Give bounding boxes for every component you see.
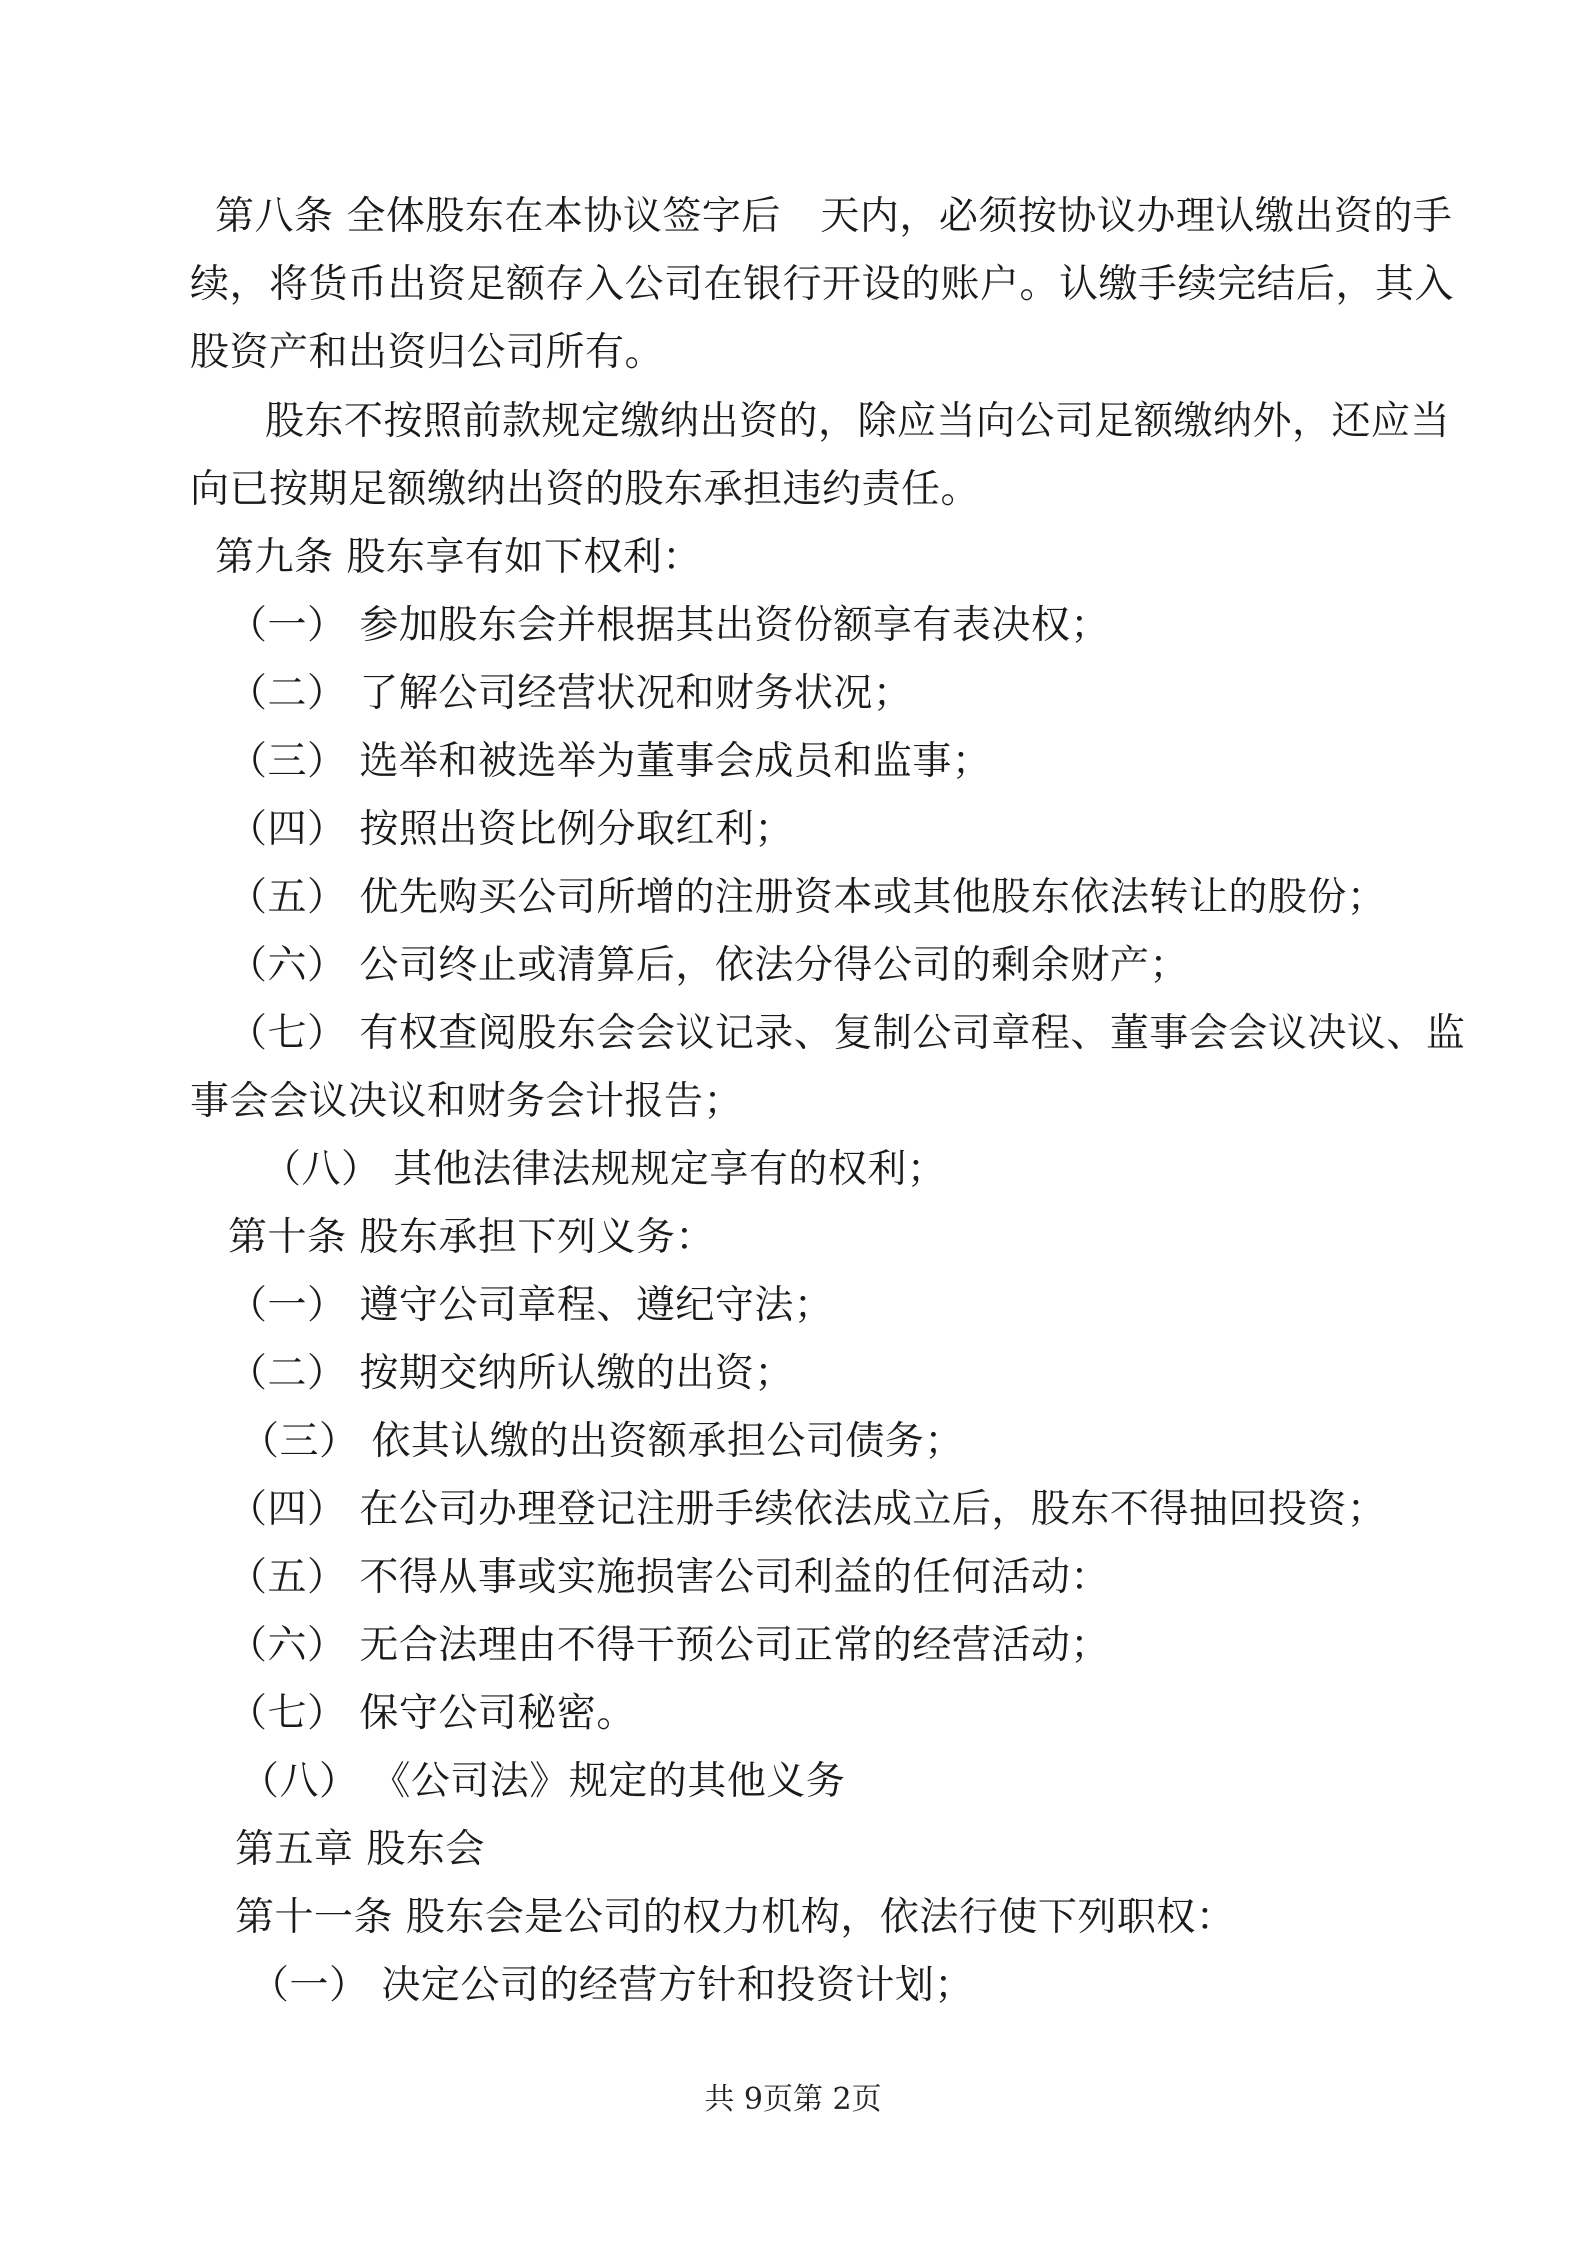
article-9-item-2: （二） 了解公司经营状况和财务状况； (228, 671, 913, 716)
article-8-line-1: 第八条 全体股东在本协议签字后 天内，必须按协议办理认缴出资的手 (215, 194, 1453, 239)
chapter-5-heading: 第五章 股东会 (235, 1827, 485, 1872)
article-9-heading: 第九条 股东享有如下权利： (215, 535, 702, 580)
article-10-item-3: （三） 依其认缴的出资额承担公司债务； (240, 1419, 964, 1464)
article-9-item-5: （五） 优先购买公司所增的注册资本或其他股东依法转让的股份； (228, 875, 1387, 920)
page-footer: 共 9页第 2页 (704, 2082, 882, 2117)
article-10-item-7: （七） 保守公司秘密。 (228, 1691, 636, 1736)
article-8-para-2-line-2: 向已按期足额缴纳出资的股东承担违约责任。 (190, 467, 981, 512)
article-9-item-8: （八） 其他法律法规规定享有的权利； (262, 1147, 947, 1192)
article-10-item-6: （六） 无合法理由不得干预公司正常的经营活动； (228, 1623, 1110, 1668)
article-9-item-1: （一） 参加股东会并根据其出资份额享有表决权； (228, 603, 1110, 648)
article-8-para-2-line-1: 股东不按照前款规定缴纳出资的，除应当向公司足额缴纳外，还应当 (265, 399, 1451, 444)
article-10-heading: 第十条 股东承担下列义务： (228, 1215, 715, 1260)
article-8-line-2: 续，将货币出资足额存入公司在银行开设的账户。认缴手续完结后，其入 (190, 262, 1455, 307)
article-9-item-4: （四） 按照出资比例分取红利； (228, 807, 794, 852)
article-10-item-4: （四） 在公司办理登记注册手续依法成立后，股东不得抽回投资； (228, 1487, 1387, 1532)
article-10-item-1: （一） 遵守公司章程、遵纪守法； (228, 1283, 834, 1328)
article-9-item-6: （六） 公司终止或清算后，依法分得公司的剩余财产； (228, 943, 1189, 988)
article-10-item-2: （二） 按期交纳所认缴的出资； (228, 1351, 794, 1396)
article-9-item-3: （三） 选举和被选举为董事会成员和监事； (228, 739, 992, 784)
article-9-item-7-line-1: （七） 有权查阅股东会会议记录、复制公司章程、董事会会议决议、监 (228, 1011, 1466, 1056)
article-10-item-5: （五） 不得从事或实施损害公司利益的任何活动： (228, 1555, 1110, 1600)
article-10-item-8: （八） 《公司法》规定的其他义务 (240, 1759, 846, 1804)
article-9-item-7-line-2: 事会会议决议和财务会计报告； (190, 1079, 744, 1124)
article-11-item-1: （一） 决定公司的经营方针和投资计划； (250, 1963, 974, 2008)
article-11-heading: 第十一条 股东会是公司的权力机构，依法行使下列职权： (235, 1895, 1236, 1940)
article-8-line-3: 股资产和出资归公司所有。 (190, 330, 665, 375)
